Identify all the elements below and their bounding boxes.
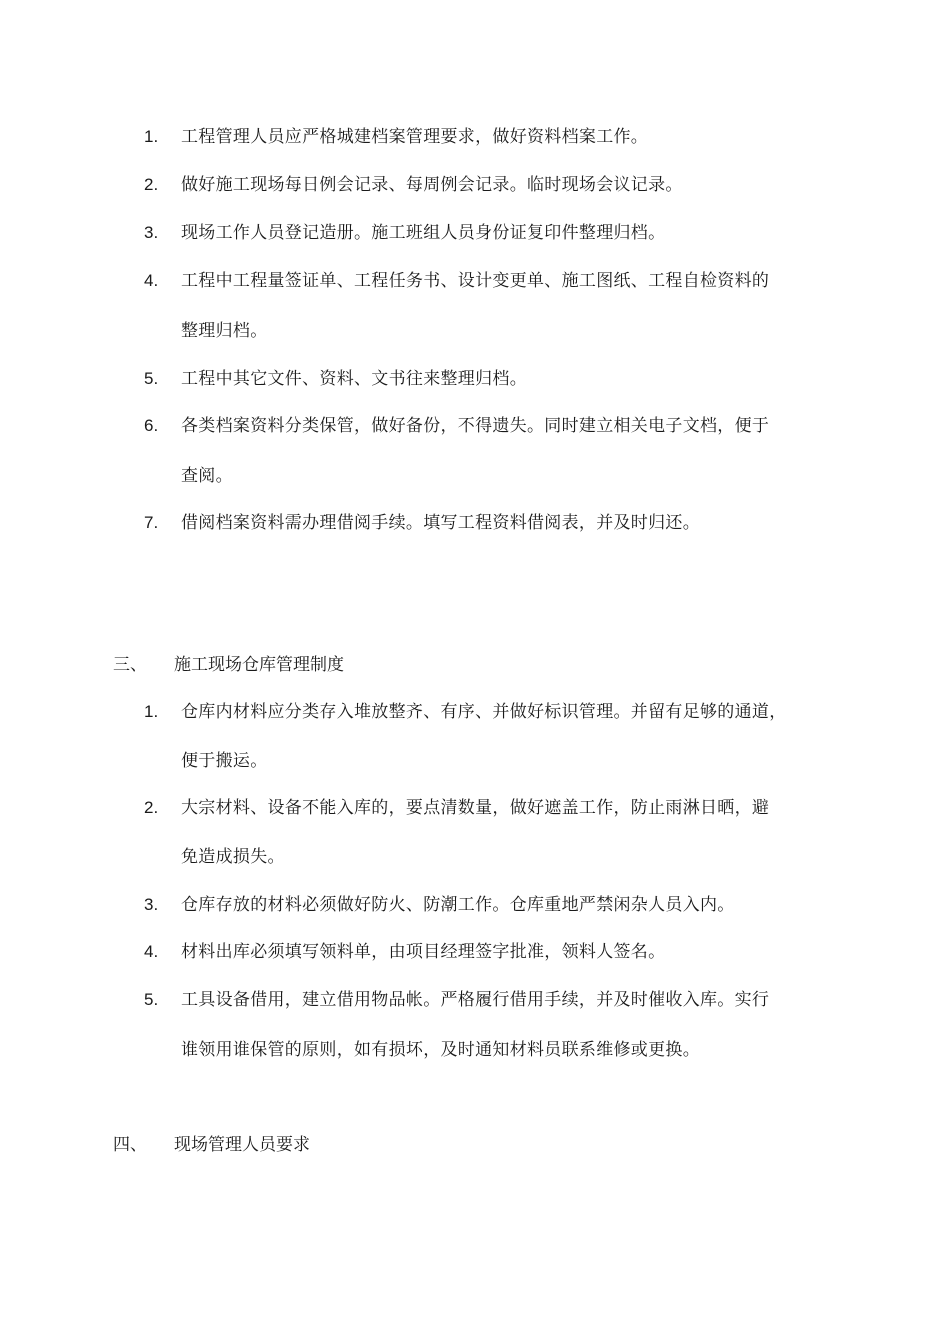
item-number: 2.	[144, 798, 159, 817]
item-number: 6.	[144, 416, 159, 435]
item-number: 1.	[144, 702, 159, 721]
item-text: 仓库内材料应分类存入堆放整齐、有序、并做好标识管理。并留有足够的通道，	[181, 702, 787, 722]
item-text: 材料出库必须填写领料单，由项目经理签字批准，领料人签名。	[181, 942, 666, 962]
item-number: 3.	[144, 895, 159, 914]
section-title: 现场管理人员要求	[174, 1135, 310, 1155]
item-text: 查阅。	[181, 466, 233, 486]
item-text: 仓库存放的材料必须做好防火、防潮工作。仓库重地严禁闲杂人员入内。	[181, 895, 735, 915]
item-text: 便于搬运。	[181, 751, 268, 771]
item-number: 5.	[144, 990, 159, 1009]
section-number: 四、	[113, 1135, 147, 1155]
section-number: 三、	[113, 655, 147, 675]
item-number: 1.	[144, 127, 159, 146]
item-text: 借阅档案资料需办理借阅手续。填写工程资料借阅表，并及时归还。	[181, 513, 700, 533]
item-text: 工程中工程量签证单、工程任务书、设计变更单、施工图纸、工程自检资料的	[181, 271, 770, 291]
item-text: 现场工作人员登记造册。施工班组人员身份证复印件整理归档。	[181, 223, 666, 243]
item-number: 3.	[144, 223, 159, 242]
item-number: 2.	[144, 175, 159, 194]
item-number: 4.	[144, 942, 159, 961]
item-text: 工程管理人员应严格城建档案管理要求，做好资料档案工作。	[181, 127, 649, 147]
item-number: 7.	[144, 513, 159, 532]
item-text: 整理归档。	[181, 321, 268, 341]
item-text: 免造成损失。	[181, 847, 285, 867]
item-text: 工程中其它文件、资料、文书往来整理归档。	[181, 369, 527, 389]
item-text: 谁领用谁保管的原则，如有损坏，及时通知材料员联系维修或更换。	[181, 1040, 700, 1060]
section-title: 施工现场仓库管理制度	[174, 655, 344, 675]
item-number: 4.	[144, 271, 159, 290]
item-text: 工具设备借用，建立借用物品帐。严格履行借用手续，并及时催收入库。实行	[181, 990, 770, 1010]
item-number: 5.	[144, 369, 159, 388]
item-text: 大宗材料、设备不能入库的，要点清数量，做好遮盖工作，防止雨淋日晒，避	[181, 798, 770, 818]
item-text: 做好施工现场每日例会记录、每周例会记录。临时现场会议记录。	[181, 175, 683, 195]
item-text: 各类档案资料分类保管，做好备份，不得遗失。同时建立相关电子文档，便于	[181, 416, 770, 436]
